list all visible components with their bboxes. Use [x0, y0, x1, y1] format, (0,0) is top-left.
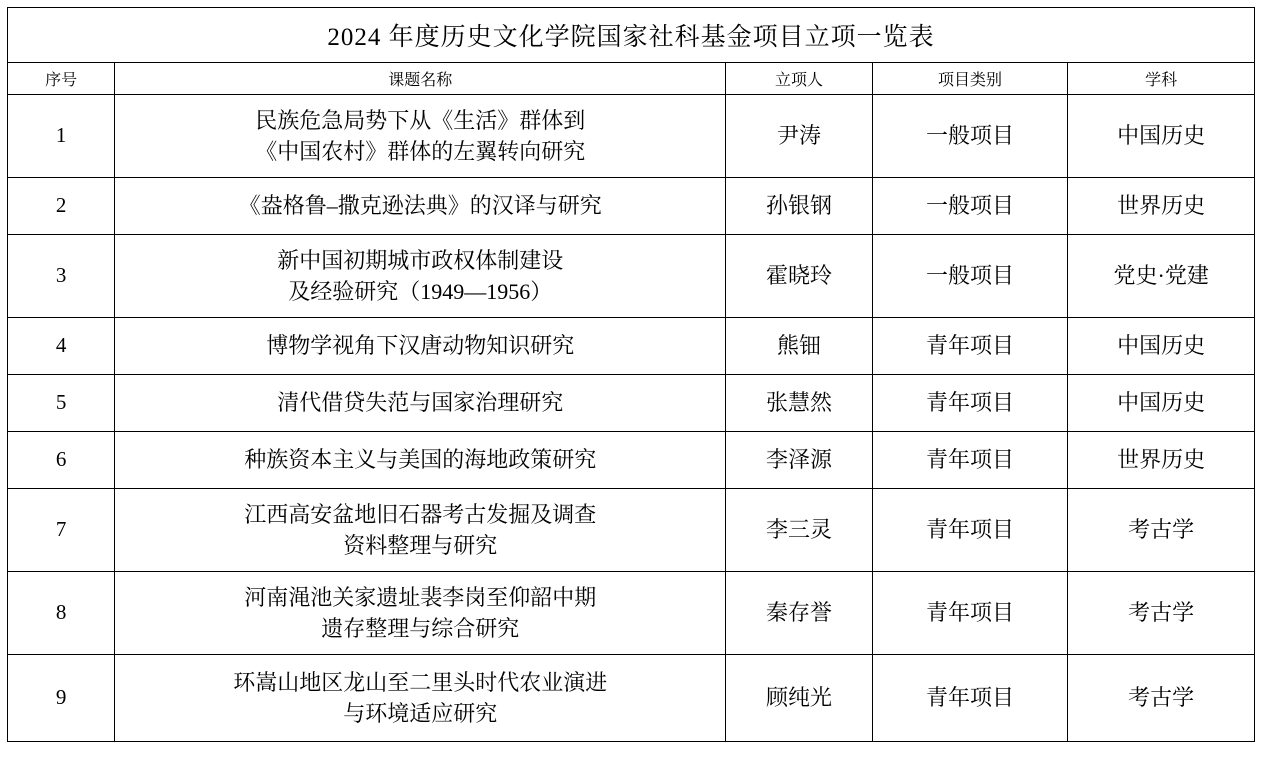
cell-name-line: 资料整理与研究 — [343, 533, 498, 558]
table-title-row — [8, 8, 1255, 63]
cell-owner: 霍晓玲 — [726, 235, 872, 318]
cell-name — [115, 95, 726, 178]
cell-owner: 张慧然 — [726, 375, 872, 432]
column-header-discipline: 学科 — [1068, 63, 1255, 95]
cell-name-line: 博物学视角下汉唐动物知识研究 — [266, 333, 575, 359]
cell-name — [115, 489, 726, 572]
cell-name-line: 种族资本主义与美国的海地政策研究 — [244, 447, 597, 473]
cell-category: 青年项目 — [872, 655, 1068, 742]
column-header-owner: 立项人 — [726, 63, 872, 95]
table-row — [8, 572, 1255, 655]
cell-no: 4 — [8, 318, 115, 375]
cell-discipline: 中国历史 — [1068, 318, 1255, 375]
cell-category: 一般项目 — [872, 95, 1068, 178]
table-row — [8, 375, 1255, 432]
cell-no: 1 — [8, 95, 115, 178]
page-top-margin — [0, 0, 1262, 7]
cell-category: 青年项目 — [872, 375, 1068, 432]
cell-no: 5 — [8, 375, 115, 432]
cell-no: 8 — [8, 572, 115, 655]
cell-discipline: 考古学 — [1068, 655, 1255, 742]
table-row — [8, 178, 1255, 235]
table-row — [8, 318, 1255, 375]
cell-name-line: 民族危急局势下从《生活》群体到 — [255, 107, 586, 133]
cell-no: 3 — [8, 235, 115, 318]
cell-no: 2 — [8, 178, 115, 235]
cell-name — [115, 235, 726, 318]
column-header-no: 序号 — [8, 63, 115, 95]
table-row — [8, 432, 1255, 489]
cell-name — [115, 572, 726, 655]
cell-category: 青年项目 — [872, 489, 1068, 572]
table-title: 2024 年度历史文化学院国家社科基金项目立项一览表 — [8, 8, 1255, 63]
cell-name — [115, 375, 726, 432]
cell-name-line: 清代借贷失范与国家治理研究 — [277, 390, 564, 416]
cell-name-line: 《中国农村》群体的左翼转向研究 — [255, 139, 586, 164]
cell-name-line: 及经验研究（1949—1956） — [288, 279, 553, 304]
table-row — [8, 95, 1255, 178]
cell-owner: 李泽源 — [726, 432, 872, 489]
cell-category: 青年项目 — [872, 572, 1068, 655]
cell-name-line: 江西高安盆地旧石器考古发掘及调查 — [244, 501, 597, 527]
cell-owner: 李三灵 — [726, 489, 872, 572]
cell-category: 青年项目 — [872, 432, 1068, 489]
cell-discipline: 考古学 — [1068, 489, 1255, 572]
cell-owner: 顾纯光 — [726, 655, 872, 742]
cell-discipline: 中国历史 — [1068, 95, 1255, 178]
cell-name-line: 新中国初期城市政权体制建设 — [277, 247, 564, 273]
cell-name-line: 河南渑池关家遗址裴李岗至仰韶中期 — [244, 584, 597, 610]
table-row — [8, 489, 1255, 572]
cell-category: 一般项目 — [872, 235, 1068, 318]
cell-no: 6 — [8, 432, 115, 489]
cell-discipline: 世界历史 — [1068, 178, 1255, 235]
cell-discipline: 党史·党建 — [1068, 235, 1255, 318]
cell-category: 青年项目 — [872, 318, 1068, 375]
column-header-category: 项目类别 — [872, 63, 1068, 95]
cell-discipline: 中国历史 — [1068, 375, 1255, 432]
cell-owner: 尹涛 — [726, 95, 872, 178]
cell-discipline: 世界历史 — [1068, 432, 1255, 489]
column-header-name: 课题名称 — [115, 63, 726, 95]
cell-owner: 秦存誉 — [726, 572, 872, 655]
cell-owner: 孙银钢 — [726, 178, 872, 235]
cell-category: 一般项目 — [872, 178, 1068, 235]
cell-name-line: 与环境适应研究 — [343, 701, 498, 726]
cell-no: 7 — [8, 489, 115, 572]
cell-name-line: 遗存整理与综合研究 — [321, 616, 520, 641]
table-row — [8, 655, 1255, 742]
cell-name — [115, 655, 726, 742]
cell-discipline: 考古学 — [1068, 572, 1255, 655]
cell-name — [115, 318, 726, 375]
table-row — [8, 235, 1255, 318]
project-approval-table — [7, 7, 1255, 742]
cell-owner: 熊钿 — [726, 318, 872, 375]
cell-name-line: 环嵩山地区龙山至二里头时代农业演进 — [233, 669, 608, 695]
table-header-row — [8, 63, 1255, 95]
cell-name-line: 《盎格鲁–撒克逊法典》的汉译与研究 — [238, 193, 602, 219]
cell-name — [115, 432, 726, 489]
cell-no: 9 — [8, 655, 115, 742]
cell-name — [115, 178, 726, 235]
